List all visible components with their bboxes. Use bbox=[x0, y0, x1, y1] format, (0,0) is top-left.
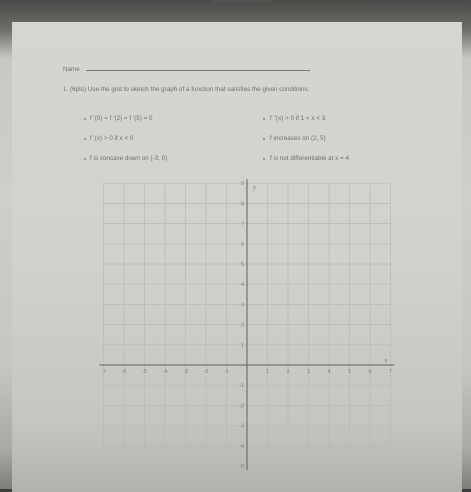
condition-right-2: f increases on (2, 5) bbox=[270, 135, 326, 142]
y-tick-label: -3 bbox=[239, 423, 244, 430]
x-tick-label: -3 bbox=[183, 369, 188, 375]
y-tick-label: -4 bbox=[239, 443, 244, 450]
x-tick-label: -6 bbox=[121, 369, 127, 375]
y-tick-label: 6 bbox=[241, 241, 244, 248]
y-tick-label: 9 bbox=[241, 181, 244, 188]
condition-left-2: f '(x) > 0 if x < 0 bbox=[90, 135, 134, 142]
name-label: Name bbox=[63, 66, 80, 73]
y-tick-label: 4 bbox=[241, 282, 244, 289]
x-tick-label: 4 bbox=[327, 369, 331, 375]
x-tick-label: 6 bbox=[368, 369, 372, 375]
y-tick-label: 8 bbox=[241, 201, 244, 208]
x-tick-label: 3 bbox=[307, 369, 310, 375]
y-tick-label: 7 bbox=[241, 221, 244, 228]
x-tick-label: 1 bbox=[266, 369, 269, 375]
x-tick-label: 7 bbox=[389, 369, 392, 375]
y-tick-labels bbox=[239, 181, 244, 470]
x-tick-label: -2 bbox=[203, 369, 209, 375]
y-axis-label: y bbox=[253, 184, 256, 192]
y-tick-label: 2 bbox=[241, 322, 244, 329]
x-tick-label: -7 bbox=[101, 369, 106, 375]
y-tick-label: 3 bbox=[241, 302, 244, 309]
x-tick-label: -4 bbox=[162, 369, 168, 375]
condition-left-3: f is concave down on (-3, 0) bbox=[90, 155, 168, 162]
condition-left-1: f '(0) = f '(2) = f '(5) = 0 bbox=[90, 115, 153, 122]
x-tick-label: 2 bbox=[286, 369, 290, 375]
x-axis-label: x bbox=[384, 357, 388, 364]
x-tick-label: -1 bbox=[224, 369, 229, 375]
y-tick-label: -1 bbox=[239, 383, 244, 390]
y-tick-label: -5 bbox=[239, 464, 244, 470]
y-tick-label: 1 bbox=[241, 342, 244, 349]
condition-right-1: f ''(x) > 0 if 1 < x < 3 bbox=[270, 115, 326, 122]
y-tick-label: -2 bbox=[239, 403, 244, 410]
x-tick-label: -5 bbox=[142, 369, 147, 375]
y-tick-label: 5 bbox=[241, 262, 244, 268]
condition-right-3: f is not differentiable at x = 4 bbox=[270, 155, 350, 162]
question-text: 1. (6pts) Use the grid to sketch the graph of a function that satisfies the given conditions: bbox=[63, 86, 310, 93]
x-tick-label: 5 bbox=[348, 369, 351, 375]
